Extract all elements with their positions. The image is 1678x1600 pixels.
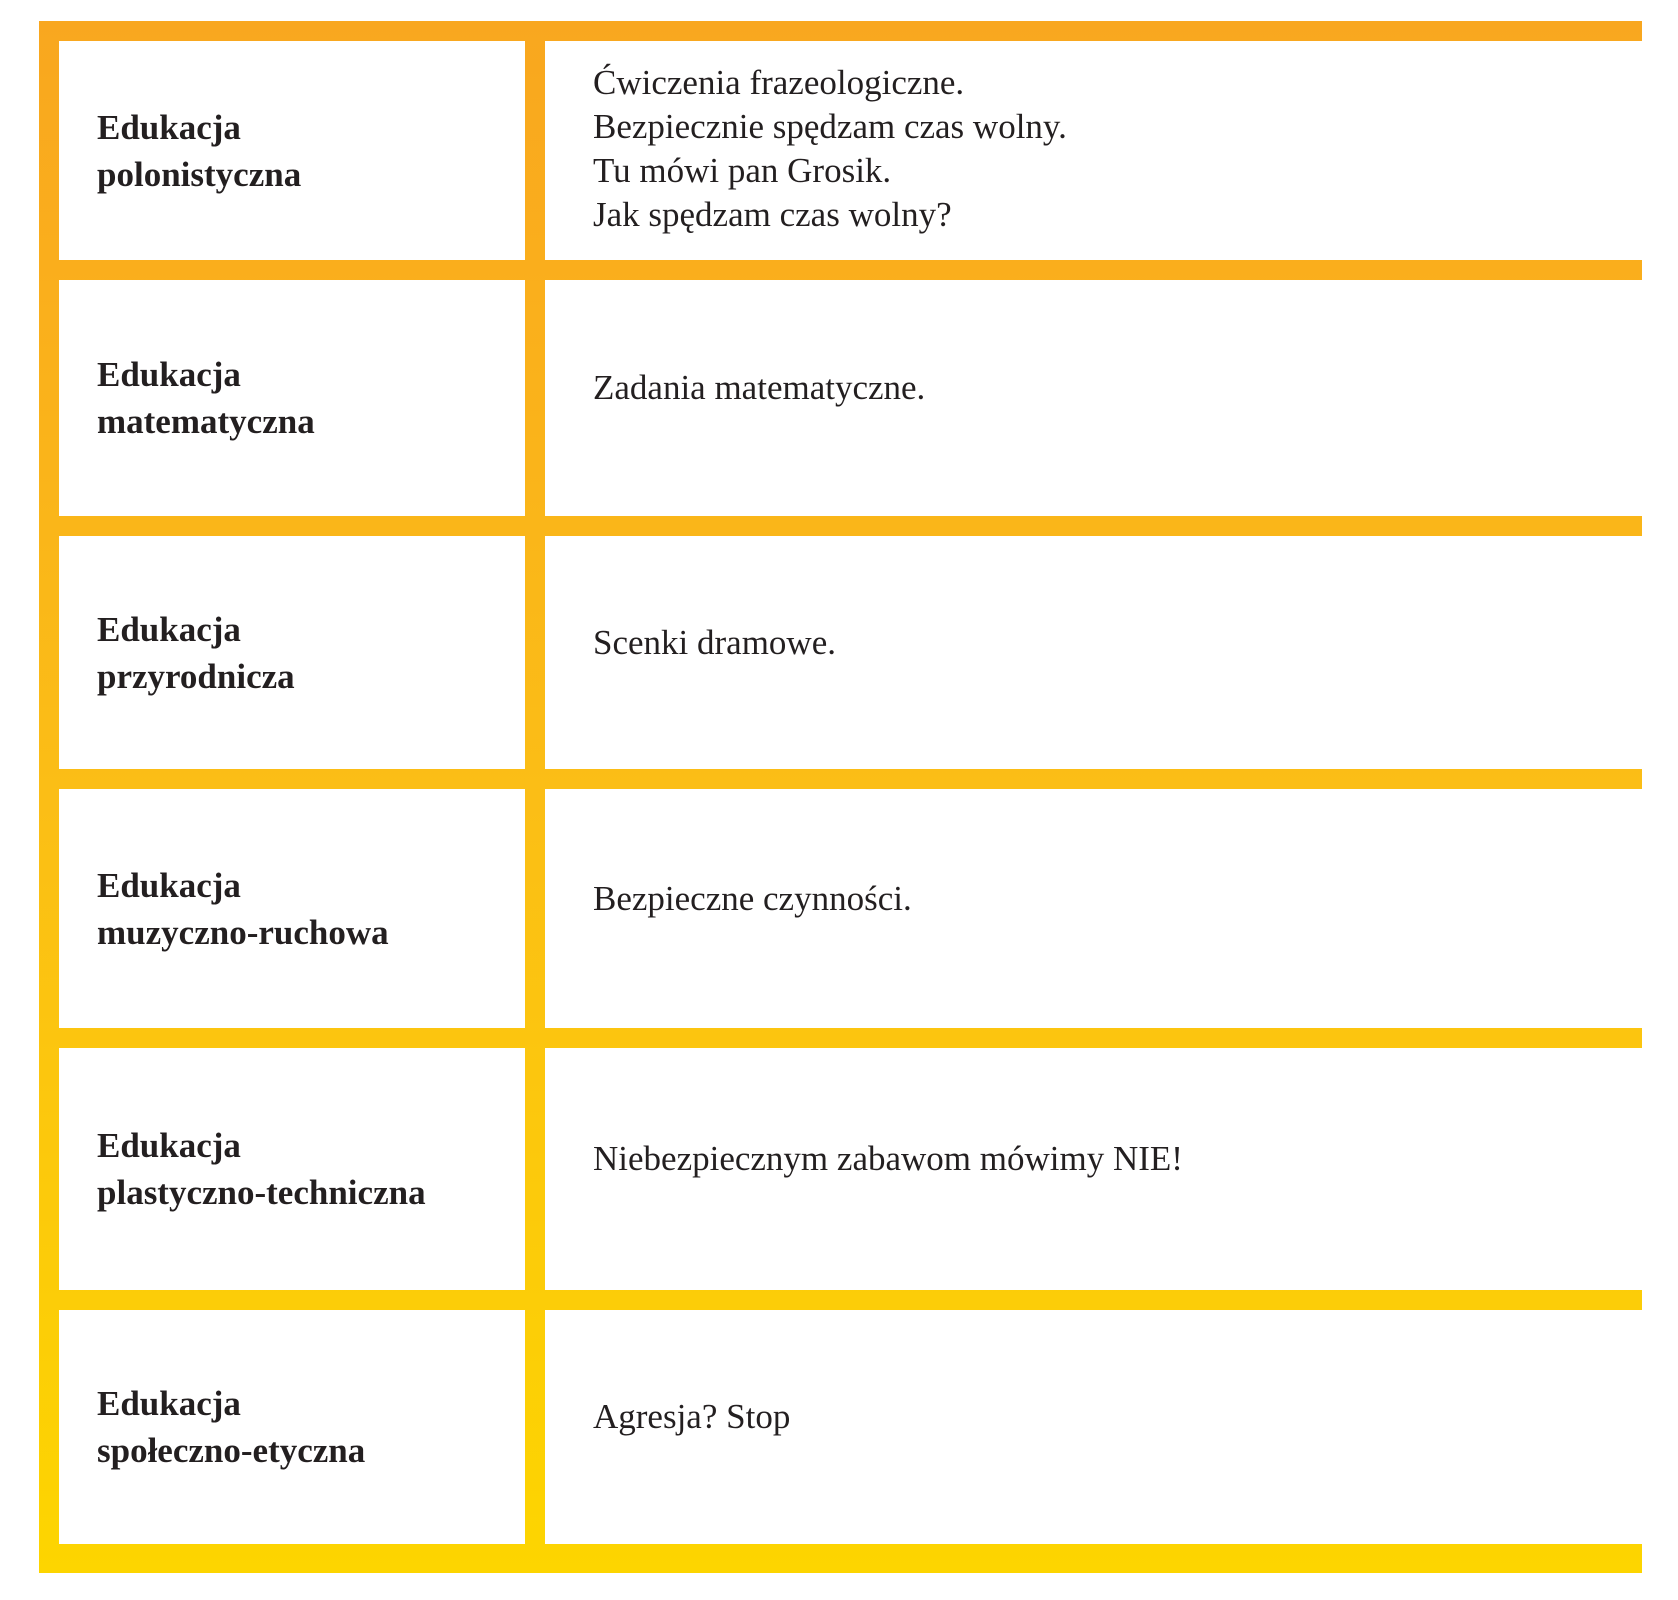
row-label-polonistyczna bbox=[59, 41, 525, 260]
row-label-matematyczna bbox=[59, 280, 525, 516]
content-line: Bezpieczne czynności. bbox=[593, 878, 912, 918]
row-content-przyrodnicza bbox=[545, 536, 1642, 769]
row-content-muzyczno-ruchowa bbox=[545, 789, 1642, 1028]
row-label-spoleczno-etyczna bbox=[59, 1310, 525, 1544]
label-text: Edukacja przyrodnicza bbox=[97, 609, 295, 696]
content-line: Agresja? Stop bbox=[593, 1397, 791, 1436]
content-lines bbox=[593, 1137, 1183, 1181]
label-text: Edukacja polonistyczna bbox=[97, 107, 302, 194]
education-table bbox=[39, 21, 1642, 1573]
content-line: Ćwiczenia frazeologiczne. bbox=[593, 62, 965, 102]
row-label-przyrodnicza bbox=[59, 536, 525, 769]
content-lines bbox=[593, 366, 925, 410]
row-label-muzyczno-ruchowa bbox=[59, 789, 525, 1028]
content-line: Scenki dramowe. bbox=[593, 622, 836, 662]
content-line: Bezpiecznie spędzam czas wolny. bbox=[593, 106, 1067, 146]
row-content-spoleczno-etyczna bbox=[545, 1310, 1642, 1544]
label-text: Edukacja muzyczno-ruchowa bbox=[97, 865, 389, 952]
content-lines bbox=[593, 1395, 790, 1439]
content-lines bbox=[593, 61, 1067, 237]
label-text: Edukacja matematyczna bbox=[97, 355, 315, 441]
content-line: Zadania matematyczne. bbox=[593, 368, 926, 407]
label-text: Edukacja społeczno-etyczna bbox=[97, 1384, 366, 1470]
row-label-plastyczno-techniczna bbox=[59, 1048, 525, 1290]
content-line: Jak spędzam czas wolny? bbox=[593, 194, 952, 234]
row-content-plastyczno-techniczna bbox=[545, 1048, 1642, 1290]
content-line: Niebezpiecznym zabawom mówimy NIE! bbox=[593, 1139, 1183, 1178]
content-lines bbox=[593, 621, 836, 665]
row-content-matematyczna bbox=[545, 280, 1642, 516]
row-content-polonistyczna bbox=[545, 41, 1642, 260]
content-lines bbox=[593, 877, 912, 921]
content-line: Tu mówi pan Grosik. bbox=[593, 150, 892, 190]
label-text: Edukacja plastyczno-techniczna bbox=[97, 1126, 426, 1212]
